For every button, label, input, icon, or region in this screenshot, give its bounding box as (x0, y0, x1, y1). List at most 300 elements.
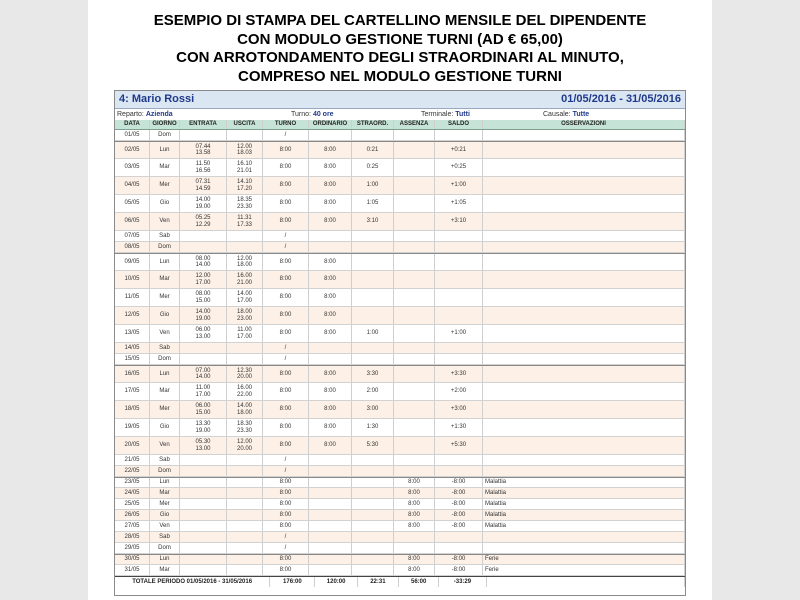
total-saldo: -33:29 (439, 577, 486, 587)
time-stamp: 18.00 (236, 409, 252, 416)
employee-name: 4: Mario Rossi (119, 93, 195, 105)
cell-ordinario: 8:00 (309, 289, 352, 306)
time-stamp: 19.00 (195, 315, 211, 322)
cell-assenza: 8:00 (394, 488, 435, 498)
cell-data: 13/05 (115, 325, 150, 342)
cell-uscita (227, 343, 263, 353)
cell-giorno: Ven (150, 325, 180, 342)
cell-data: 15/05 (115, 354, 150, 364)
cell-saldo (435, 254, 483, 270)
time-stamp: 18.00 (236, 309, 252, 315)
cell-uscita (227, 254, 263, 270)
cell-entrata (180, 254, 227, 270)
time-stamp: 11.00 (237, 327, 252, 333)
cell-ordinario: 8:00 (309, 325, 352, 342)
cell-giorno: Dom (150, 242, 180, 252)
cell-uscita (227, 565, 263, 575)
cell-oss (483, 242, 685, 252)
cell-straord (352, 289, 394, 306)
table-row (115, 289, 685, 307)
cell-oss: Ferie (483, 565, 685, 575)
time-stamp: 05.30 (195, 439, 211, 445)
cell-giorno: Dom (150, 466, 180, 476)
cell-giorno: Dom (150, 543, 180, 553)
table-row (115, 401, 685, 419)
document-page (88, 0, 712, 600)
cell-oss (483, 455, 685, 465)
cell-ordinario: 8:00 (309, 419, 352, 436)
time-stamp: 14.00 (195, 374, 211, 380)
cell-assenza: 8:00 (394, 521, 435, 531)
terminale-filter (421, 109, 470, 120)
cell-entrata (180, 343, 227, 353)
time-stamp: 16.56 (195, 167, 211, 174)
cell-straord: 1:30 (352, 419, 394, 436)
column-header: STRAORD. (352, 120, 394, 129)
cell-straord (352, 543, 394, 553)
cell-straord (352, 488, 394, 498)
cell-uscita (227, 130, 263, 140)
turno-filter (291, 109, 334, 120)
table-row (115, 307, 685, 325)
time-stamp: 13.00 (195, 445, 211, 452)
cell-saldo (435, 354, 483, 364)
time-stamp: 23.00 (236, 315, 252, 322)
cell-turno: 8:00 (263, 177, 309, 194)
cell-assenza (394, 271, 435, 288)
cell-uscita (227, 532, 263, 542)
cell-assenza (394, 254, 435, 270)
table-row (115, 543, 685, 554)
cell-data: 04/05 (115, 177, 150, 194)
time-stamp: 19.00 (195, 203, 211, 210)
cell-straord: 2:00 (352, 383, 394, 400)
cell-giorno: Mar (150, 565, 180, 575)
cell-ordinario (309, 242, 352, 252)
table-row (115, 177, 685, 195)
cell-entrata (180, 142, 227, 158)
cell-saldo (435, 130, 483, 140)
cell-uscita (227, 213, 263, 230)
cell-entrata (180, 437, 227, 454)
cell-oss (483, 159, 685, 176)
cell-uscita (227, 555, 263, 564)
title-line: COMPRESO NEL MODULO GESTIONE TURNI (238, 67, 562, 85)
cell-entrata (180, 307, 227, 324)
cell-giorno: Mer (150, 177, 180, 194)
time-stamp: 21.00 (236, 279, 252, 286)
cell-saldo: -8:00 (435, 499, 483, 509)
time-stamp: 14.59 (195, 185, 211, 192)
cell-entrata (180, 488, 227, 498)
cell-ordinario: 8:00 (309, 437, 352, 454)
causale-filter (543, 109, 589, 120)
causale-value: Tutte (572, 111, 590, 118)
cell-assenza: 8:00 (394, 478, 435, 487)
column-header: ENTRATA (180, 120, 227, 129)
cell-saldo: -8:00 (435, 521, 483, 531)
cell-entrata (180, 555, 227, 564)
cell-ordinario (309, 130, 352, 140)
cell-oss (483, 437, 685, 454)
table-row (115, 325, 685, 343)
cell-assenza (394, 142, 435, 158)
timecard-table (115, 120, 685, 587)
cell-entrata (180, 271, 227, 288)
cell-ordinario (309, 343, 352, 353)
cell-assenza (394, 195, 435, 212)
cell-assenza (394, 213, 435, 230)
cell-uscita (227, 366, 263, 382)
table-row (115, 195, 685, 213)
cell-data: 18/05 (115, 401, 150, 418)
cell-oss (483, 401, 685, 418)
cell-data: 07/05 (115, 231, 150, 241)
cell-giorno: Gio (150, 510, 180, 520)
cell-uscita (227, 231, 263, 241)
cell-ordinario (309, 455, 352, 465)
cell-entrata (180, 130, 227, 140)
cell-oss (483, 466, 685, 476)
cell-turno: 8:00 (263, 142, 309, 158)
cell-oss (483, 543, 685, 553)
cell-straord (352, 254, 394, 270)
cell-data: 28/05 (115, 532, 150, 542)
cell-uscita (227, 177, 263, 194)
time-stamp: 17.00 (195, 279, 211, 286)
cell-ordinario (309, 555, 352, 564)
table-row (115, 271, 685, 289)
table-row (115, 242, 685, 253)
time-stamp: 12.00 (236, 255, 252, 262)
time-stamp: 14.00 (195, 262, 211, 268)
time-stamp: 11.50 (195, 161, 211, 167)
time-stamp: 17.00 (236, 297, 252, 304)
cell-straord (352, 354, 394, 364)
cell-oss (483, 177, 685, 194)
time-stamp: 05.25 (195, 215, 211, 221)
cell-oss (483, 231, 685, 241)
table-row (115, 477, 685, 488)
cell-ordinario: 8:00 (309, 271, 352, 288)
time-stamp: 23.30 (236, 427, 252, 434)
cell-ordinario (309, 510, 352, 520)
cell-uscita (227, 419, 263, 436)
time-stamp: 17.00 (195, 391, 211, 398)
cell-straord: 3:00 (352, 401, 394, 418)
cell-giorno: Gio (150, 419, 180, 436)
cell-entrata (180, 401, 227, 418)
cell-assenza (394, 532, 435, 542)
cell-saldo: +3:30 (435, 366, 483, 382)
cell-uscita (227, 466, 263, 476)
cell-data: 10/05 (115, 271, 150, 288)
cell-entrata (180, 466, 227, 476)
table-row (115, 521, 685, 532)
cell-oss (483, 289, 685, 306)
cell-oss (483, 532, 685, 542)
time-stamp: 16.00 (236, 385, 252, 391)
cell-uscita (227, 499, 263, 509)
cell-entrata (180, 521, 227, 531)
cell-data: 26/05 (115, 510, 150, 520)
total-ordinario: 120:00 (315, 577, 357, 587)
cell-oss (483, 271, 685, 288)
cell-giorno: Lun (150, 555, 180, 564)
cell-ordinario: 8:00 (309, 142, 352, 158)
cell-oss (483, 142, 685, 158)
cell-data: 06/05 (115, 213, 150, 230)
cell-turno: 8:00 (263, 510, 309, 520)
cell-assenza (394, 383, 435, 400)
cell-entrata (180, 419, 227, 436)
cell-saldo: -8:00 (435, 478, 483, 487)
cell-saldo (435, 543, 483, 553)
cell-turno: 8:00 (263, 437, 309, 454)
cell-turno: 8:00 (263, 366, 309, 382)
cell-entrata (180, 213, 227, 230)
cell-data: 12/05 (115, 307, 150, 324)
cell-data: 23/05 (115, 478, 150, 487)
time-stamp: 12.30 (236, 367, 252, 374)
cell-data: 02/05 (115, 142, 150, 158)
total-label: TOTALE PERIODO 01/05/2016 - 31/05/2016 (115, 577, 270, 587)
turno-value: 40 ore (312, 111, 334, 118)
turno-label: Turno: (291, 111, 311, 118)
cell-turno: 8:00 (263, 213, 309, 230)
time-stamp: 16.10 (236, 161, 252, 167)
cell-assenza (394, 354, 435, 364)
cell-turno: 8:00 (263, 555, 309, 564)
cell-turno: 8:00 (263, 488, 309, 498)
cell-entrata (180, 510, 227, 520)
cell-uscita (227, 354, 263, 364)
cell-straord (352, 565, 394, 575)
table-row (115, 354, 685, 365)
cell-ordinario: 8:00 (309, 195, 352, 212)
time-stamp: 17.00 (236, 333, 252, 340)
cell-uscita (227, 437, 263, 454)
cell-oss (483, 307, 685, 324)
total-assenza: 56:00 (399, 577, 439, 587)
cell-oss (483, 325, 685, 342)
table-row (115, 159, 685, 177)
cell-entrata (180, 532, 227, 542)
cell-uscita (227, 383, 263, 400)
cell-data: 17/05 (115, 383, 150, 400)
reparto-label: Reparto: (117, 111, 144, 118)
time-stamp: 15.00 (195, 409, 211, 416)
total-spacer (487, 577, 685, 587)
cell-oss: Malattia (483, 510, 685, 520)
cell-turno: 8:00 (263, 159, 309, 176)
table-row (115, 466, 685, 477)
cell-saldo: -8:00 (435, 565, 483, 575)
cell-giorno: Mar (150, 488, 180, 498)
column-header: ASSENZA (394, 120, 435, 129)
cell-data: 31/05 (115, 565, 150, 575)
cell-turno: / (263, 455, 309, 465)
cell-ordinario: 8:00 (309, 401, 352, 418)
cell-turno: 8:00 (263, 565, 309, 575)
time-stamp: 19.00 (195, 427, 211, 434)
cell-giorno: Sab (150, 532, 180, 542)
time-stamp: 20.00 (236, 374, 252, 380)
cell-straord: 1:05 (352, 195, 394, 212)
cell-straord (352, 466, 394, 476)
cell-assenza: 8:00 (394, 510, 435, 520)
cell-assenza (394, 366, 435, 382)
cell-saldo: -8:00 (435, 555, 483, 564)
cell-saldo: +5:30 (435, 437, 483, 454)
time-stamp: 11.31 (237, 215, 252, 221)
total-turno: 176:00 (270, 577, 315, 587)
cell-turno: 8:00 (263, 499, 309, 509)
cell-straord: 3:10 (352, 213, 394, 230)
cell-straord (352, 532, 394, 542)
cell-ordinario (309, 466, 352, 476)
cell-turno: 8:00 (263, 195, 309, 212)
cell-oss: Malattia (483, 478, 685, 487)
cell-saldo: +1:30 (435, 419, 483, 436)
cell-assenza (394, 177, 435, 194)
cell-turno: 8:00 (263, 325, 309, 342)
table-body (115, 130, 685, 576)
cell-data: 08/05 (115, 242, 150, 252)
cell-oss (483, 213, 685, 230)
cell-ordinario: 8:00 (309, 383, 352, 400)
time-stamp: 07.44 (195, 143, 211, 150)
cell-saldo: +1:00 (435, 325, 483, 342)
cell-assenza (394, 289, 435, 306)
reparto-value: Azienda (145, 111, 173, 118)
time-stamp: 12.29 (195, 221, 211, 228)
cell-turno: 8:00 (263, 307, 309, 324)
cell-assenza (394, 466, 435, 476)
timecard (114, 90, 686, 596)
time-stamp: 07.00 (195, 367, 211, 374)
cell-ordinario: 8:00 (309, 366, 352, 382)
cell-assenza: 8:00 (394, 555, 435, 564)
cell-assenza (394, 437, 435, 454)
cell-turno: / (263, 532, 309, 542)
cell-turno: / (263, 343, 309, 353)
cell-data: 19/05 (115, 419, 150, 436)
total-straord: 22:31 (358, 577, 399, 587)
time-stamp: 17.20 (236, 185, 252, 192)
cell-saldo: +3:00 (435, 401, 483, 418)
cell-entrata (180, 455, 227, 465)
cell-data: 29/05 (115, 543, 150, 553)
cell-giorno: Mar (150, 159, 180, 176)
cell-turno: 8:00 (263, 401, 309, 418)
cell-data: 03/05 (115, 159, 150, 176)
cell-assenza (394, 307, 435, 324)
cell-straord (352, 343, 394, 353)
time-stamp: 13.58 (195, 150, 211, 156)
cell-straord (352, 242, 394, 252)
cell-assenza: 8:00 (394, 565, 435, 575)
title-line: CON ARROTONDAMENTO DEGLI STRAORDINARI AL MINUTO, (176, 49, 624, 66)
cell-assenza (394, 543, 435, 553)
cell-turno: 8:00 (263, 419, 309, 436)
cell-data: 09/05 (115, 254, 150, 270)
cell-oss: Ferie (483, 555, 685, 564)
cell-ordinario (309, 543, 352, 553)
cell-data: 30/05 (115, 555, 150, 564)
cell-giorno: Dom (150, 354, 180, 364)
cell-ordinario (309, 532, 352, 542)
cell-saldo (435, 466, 483, 476)
cell-uscita (227, 401, 263, 418)
table-row (115, 488, 685, 499)
time-stamp: 16.00 (236, 273, 252, 279)
time-stamp: 18.30 (236, 421, 252, 427)
cell-saldo: +0:21 (435, 142, 483, 158)
time-stamp: 07.31 (195, 179, 211, 185)
cell-oss (483, 130, 685, 140)
table-row (115, 343, 685, 354)
table-row (115, 565, 685, 576)
cell-turno: / (263, 354, 309, 364)
cell-giorno: Sab (150, 455, 180, 465)
time-stamp: 18.00 (236, 262, 252, 268)
time-stamp: 18.35 (236, 197, 252, 203)
cell-uscita (227, 242, 263, 252)
cell-giorno: Sab (150, 231, 180, 241)
cell-uscita (227, 488, 263, 498)
cell-straord (352, 455, 394, 465)
cell-turno: 8:00 (263, 289, 309, 306)
cell-assenza: 8:00 (394, 499, 435, 509)
time-stamp: 17.33 (236, 221, 252, 228)
table-row (115, 510, 685, 521)
cell-uscita (227, 271, 263, 288)
cell-assenza (394, 401, 435, 418)
cell-oss (483, 383, 685, 400)
cell-oss (483, 195, 685, 212)
cell-uscita (227, 142, 263, 158)
cell-straord (352, 478, 394, 487)
cell-oss: Malattia (483, 488, 685, 498)
cell-saldo (435, 271, 483, 288)
time-stamp: 08.00 (195, 291, 211, 297)
cell-ordinario: 8:00 (309, 254, 352, 270)
period-range: 01/05/2016 - 31/05/2016 (561, 93, 681, 105)
cell-saldo (435, 343, 483, 353)
cell-saldo (435, 307, 483, 324)
cell-data: 14/05 (115, 343, 150, 353)
cell-saldo: +1:05 (435, 195, 483, 212)
cell-saldo (435, 532, 483, 542)
cell-giorno: Gio (150, 307, 180, 324)
cell-entrata (180, 177, 227, 194)
cell-assenza (394, 419, 435, 436)
cell-entrata (180, 366, 227, 382)
cell-turno: / (263, 543, 309, 553)
cell-saldo: -8:00 (435, 510, 483, 520)
cell-giorno: Lun (150, 142, 180, 158)
cell-assenza (394, 159, 435, 176)
cell-saldo (435, 231, 483, 241)
cell-giorno: Gio (150, 195, 180, 212)
cell-assenza (394, 343, 435, 353)
table-row (115, 130, 685, 141)
cell-oss (483, 343, 685, 353)
cell-straord (352, 307, 394, 324)
cell-saldo: +3:10 (435, 213, 483, 230)
cell-ordinario: 8:00 (309, 307, 352, 324)
